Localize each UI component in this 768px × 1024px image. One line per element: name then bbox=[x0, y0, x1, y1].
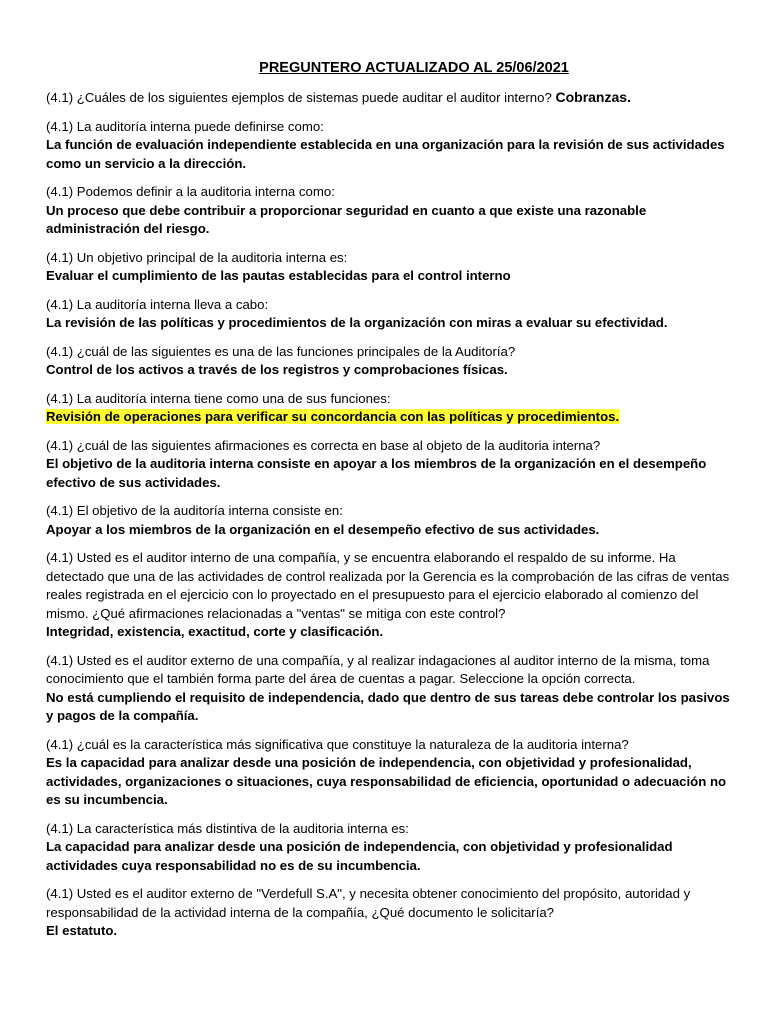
question-text: (4.1) Un objetivo principal de la auditoria interna es: bbox=[46, 249, 348, 265]
question-text: (4.1) ¿cuál de las siguientes es una de las funciones principales de la Auditoría? bbox=[46, 343, 516, 359]
answer-text: Cobranzas. bbox=[555, 89, 631, 105]
question-text: (4.1) Usted es el auditor externo de una compañía, y al realizar indagaciones al auditor interno de la misma, toma conocimiento que el también forma parte del área de cuentas a pagar. Seleccione la opción correcta. bbox=[46, 652, 710, 686]
qa-item bbox=[46, 736, 732, 810]
question-text: (4.1) La característica más distintiva de la auditoria interna es: bbox=[46, 820, 409, 836]
document-title: PREGUNTERO ACTUALIZADO AL 25/06/2021 bbox=[259, 60, 569, 76]
qa-item bbox=[46, 502, 732, 539]
answer-text: Evaluar el cumplimiento de las pautas establecidas para el control interno bbox=[46, 268, 511, 283]
question-text-inline: (4.1) ¿Cuáles de los siguientes ejemplos de sistemas puede auditar el auditor interno? bbox=[46, 90, 552, 105]
answer-text: El objetivo de la auditoria interna consiste en apoyar a los miembros de la organización en el desempeño efectivo de sus actividades. bbox=[46, 456, 707, 490]
highlighted-answer bbox=[46, 408, 732, 427]
question-text bbox=[46, 88, 732, 108]
question-text: (4.1) El objetivo de la auditoría interna consiste en: bbox=[46, 503, 343, 518]
answer-text: La función de evaluación independiente establecida en una organización para la revisión de sus actividades como un servicio a la dirección. bbox=[46, 137, 725, 171]
question-text: (4.1) ¿cuál de las siguientes afirmaciones es correcta en base al objeto de la auditoria interna? bbox=[46, 437, 601, 453]
answer-text: Control de los activos a través de los registros y comprobaciones físicas. bbox=[46, 362, 508, 377]
qa-item bbox=[46, 118, 732, 174]
qa-item bbox=[46, 885, 732, 941]
answer-text: El estatuto. bbox=[46, 923, 118, 938]
qa-item bbox=[46, 437, 732, 493]
qa-item bbox=[46, 183, 732, 239]
answer-text: La capacidad para analizar desde una posición de independencia, con objetividad y profesionalidad actividades cuya responsabilidad no es de su incumbencia. bbox=[46, 839, 673, 873]
qa-item bbox=[46, 88, 732, 108]
question-text: (4.1) La auditoría interna puede definirse como: bbox=[46, 118, 324, 134]
qa-item bbox=[46, 343, 732, 380]
answer-text: Apoyar a los miembros de la organización en el desempeño efectivo de sus actividades. bbox=[46, 521, 600, 537]
question-text: (4.1) Usted es el auditor interno de una compañía, y se encuentra elaborando el respaldo de su informe. Ha detectado que una de las actividades de control realizada por la Gerencia es la comprobación de las cifras de ventas reales registrada en el ejercicio con lo proyectado en el presupuesto para el ejercicio elaborado al comienzo del mismo. ¿Qué afirmaciones relacionadas a "ventas" se mitiga con este control? bbox=[46, 550, 730, 621]
answer-text: Integridad, existencia, exactitud, corte y clasificación. bbox=[46, 624, 384, 639]
document-page bbox=[46, 58, 732, 951]
qa-item bbox=[46, 549, 732, 642]
answer-highlight: Revisión de operaciones para verificar su concordancia con las políticas y procedimientos. bbox=[46, 409, 620, 424]
question-text: (4.1) Usted es el auditor externo de "Verdefull S.A", y necesita obtener conocimiento del propósito, autoridad y responsabilidad de la actividad interna de la compañía, ¿Qué documento le solicitaría? bbox=[46, 886, 691, 920]
qa-item bbox=[46, 296, 732, 333]
qa-item bbox=[46, 390, 732, 427]
answer-text: La revisión de las políticas y procedimientos de la organización con miras a evaluar su efectividad. bbox=[46, 315, 668, 330]
question-text: (4.1) La auditoría interna lleva a cabo: bbox=[46, 296, 269, 312]
question-text: (4.1) Podemos definir a la auditoria interna como: bbox=[46, 184, 335, 199]
answer-text: No está cumpliendo el requisito de independencia, dado que dentro de sus tareas debe controlar los pasivos y pagos de la compañía. bbox=[46, 689, 730, 723]
answer-text: Es la capacidad para analizar desde una posición de independencia, con objetividad y profesionalidad, actividades, organizaciones o situaciones, cuya responsabilidad de eficiencia, oportunidad o adecuación no es su incumbencia. bbox=[46, 755, 727, 807]
qa-item bbox=[46, 652, 732, 726]
qa-item bbox=[46, 249, 732, 286]
qa-item bbox=[46, 820, 732, 876]
question-text: (4.1) ¿cuál es la característica más significativa que constituye la naturaleza de la auditoria interna? bbox=[46, 736, 629, 752]
answer-text: Un proceso que debe contribuir a proporcionar seguridad en cuanto a que existe una razonable administración del riesgo. bbox=[46, 202, 647, 236]
question-text: (4.1) La auditoría interna tiene como una de sus funciones: bbox=[46, 390, 391, 406]
